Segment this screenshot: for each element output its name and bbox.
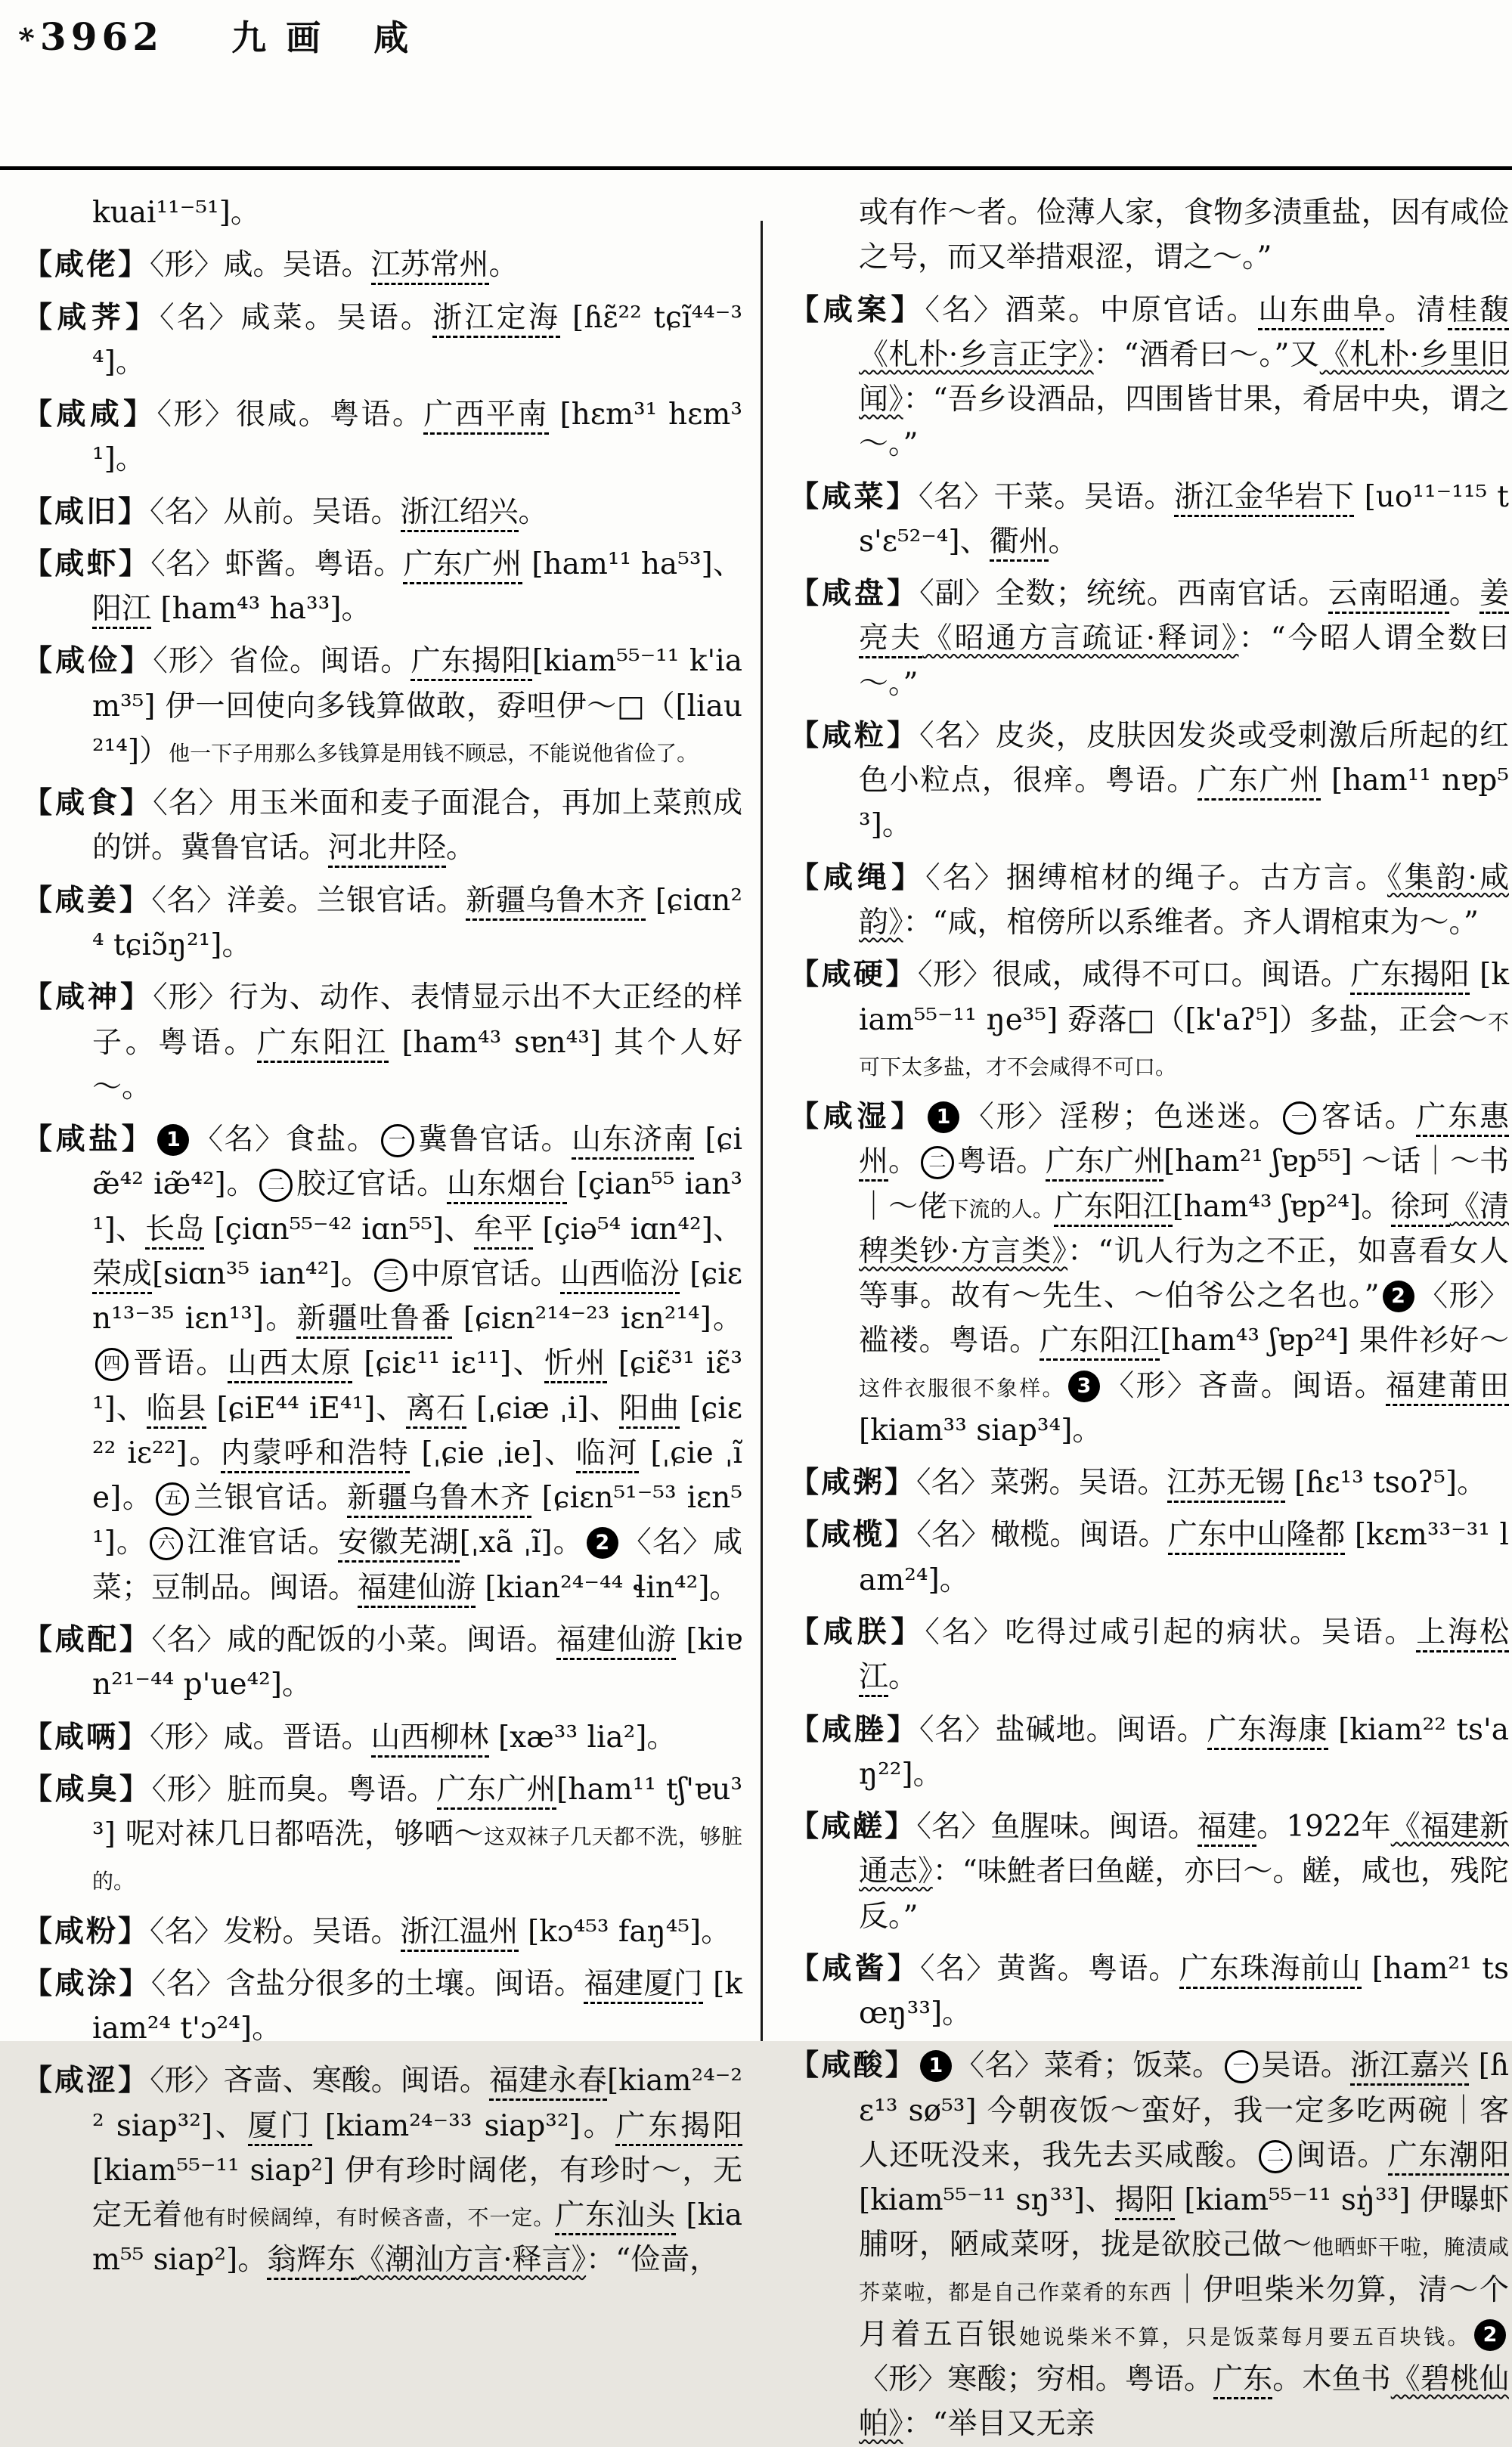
page-header (16, 11, 409, 60)
subsense-number-badge: 二 (259, 1169, 293, 1202)
proper-name-underline: 临县 (147, 1392, 207, 1429)
mandarin-gloss: 他一下子用那么多钱算是用钱不顾忌，不能说他省俭了。 (169, 740, 699, 766)
mandarin-gloss: 他晒虾干啦，腌渍咸芥菜啦，都是自己作菜肴的东西 (859, 2235, 1509, 2305)
proper-name-underline: 广东中山隆都 (1168, 1518, 1346, 1555)
proper-name-underline: 衢州 (990, 525, 1049, 562)
entry-headword: 【咸食】 (23, 785, 153, 821)
dict-entry: 【咸臭】〈形〉脏而臭。粤语。广东广州[ham¹¹ tʃ'ɐu³³] 呢对袜几日都唔洗，够哂～这双袜子几天都不洗，够脏的。 (23, 1771, 742, 1894)
proper-name-underline: 广东海康 (1207, 1713, 1328, 1750)
entry-headword: 【咸酱】 (789, 1950, 920, 1986)
proper-name-underline: 云南昭通 (1328, 577, 1449, 614)
proper-name-underline: 阳曲 (619, 1392, 680, 1429)
dict-entry: 【咸旧】〈名〉从前。吴语。浙江绍兴。 (23, 490, 742, 534)
proper-name-underline: 浙江绍兴 (401, 495, 519, 532)
proper-name-underline: 上海松江 (859, 1615, 1509, 1697)
header-rule (0, 166, 1512, 170)
dict-entry: 【咸荠】〈名〉咸菜。吴语。浙江定海 [ɦɛ̃²² tɕĩ⁴⁴⁻³⁴]。 (23, 299, 742, 379)
proper-name-underline: 离石 (406, 1392, 466, 1429)
dict-entry: 【咸佬】〈形〉咸。吴语。江苏常州。 (23, 243, 742, 287)
proper-name-underline: 忻州 (544, 1346, 607, 1383)
proper-name-underline: 广东 (1213, 2362, 1272, 2399)
mandarin-gloss: 他有时候阔绰，有时候吝啬，不一定。 (182, 2205, 556, 2231)
dict-entry: 【咸涂】〈名〉含盐分很多的土壤。闽语。福建厦门 [kiam²⁴ t'ɔ²⁴]。 (23, 1965, 742, 2046)
page-number: 3962 (39, 14, 164, 59)
book-title-underline: 《昭通方言疏证·释词》 (922, 621, 1239, 656)
right-column (789, 190, 1509, 2442)
sense-number-badge: 2 (1474, 2319, 1506, 2351)
proper-name-underline: 山东曲阜 (1258, 293, 1384, 330)
mandarin-gloss: 下流的人。 (947, 1196, 1055, 1222)
entry-headword: 【咸榄】 (789, 1517, 917, 1553)
proper-name-underline: 新疆乌鲁木齐 (466, 884, 646, 921)
proper-name-underline: 浙江定海 (432, 301, 560, 338)
book-title-underline: 《札朴·乡里旧闻》 (859, 337, 1509, 417)
proper-name-underline: 福建 (1198, 1810, 1256, 1847)
proper-name-underline: 长岛 (145, 1213, 204, 1250)
dict-entry: 【咸唡】〈形〉咸。晋语。山西柳林 [xæ³³ lia²]。 (23, 1715, 742, 1760)
stroke-section-label: 九画 (231, 17, 341, 58)
sense-number-badge: 1 (157, 1124, 189, 1156)
left-column (23, 190, 742, 2278)
entry-headword: 【咸佬】 (23, 247, 150, 283)
proper-name-underline: 新疆吐鲁番 (296, 1302, 452, 1339)
dict-entry: 【咸朕】〈名〉吃得过咸引起的病状。吴语。上海松江。 (789, 1610, 1509, 1700)
entry-headword: 【咸咸】 (23, 397, 157, 432)
dict-entry: 【咸盐】 1 〈名〉食盐。 一 冀鲁官话。山东济南 [ɕiæ̃⁴² iæ̃⁴²]。 二 胶辽官话。山东烟台 [çian⁵⁵ ian³¹]、长岛 [çiɑn⁵⁵⁻⁴² iɑn⁵⁵]、牟平 [çiə⁵⁴ iɑn⁴²]、荣成[siɑn³⁵ ian⁴²]。 三 中原官话。山西临汾 [ɕiɛn¹³⁻³⁵ iɛn¹³]。新疆吐鲁番 [ɕiɛn²¹⁴⁻²³ iɛn²¹⁴]。四 晋语。山西太原 [ɕiɛ¹¹ iɛ¹¹]、忻州 [ɕiɛ̃³¹ iɛ̃³¹]、临县 [ɕiE⁴⁴ iE⁴¹]、离石 [ˌɕiæ ˌi]、阳曲 [ɕiɛ²² iɛ²²]。内蒙呼和浩特 [ˌɕie ˌie]、临河 [ˌɕie ˌĩe]。 五 兰银官话。新疆乌鲁木齐 [ɕiɛn⁵¹⁻⁵³ iɛn⁵¹]。 六 江淮官话。安徽芜湖[ˌxã ˌĩ]。 2 〈名〉咸菜；豆制品。闽语。福建仙游 [kian²⁴⁻⁴⁴ ɬin⁴²]。 (23, 1117, 742, 1610)
proper-name-underline: 福建莆田 (1386, 1369, 1509, 1406)
section-headchar: 咸 (373, 17, 409, 58)
book-title-underline: 《福建新通志》 (859, 1810, 1509, 1889)
entry-headword: 【咸粒】 (789, 717, 920, 753)
proper-name-underline: 广东广州 (1046, 1145, 1163, 1182)
entry-headword: 【咸粉】 (23, 1913, 150, 1949)
subsense-number-badge: 三 (374, 1259, 407, 1292)
proper-name-underline: 厦门 (248, 2109, 313, 2146)
proper-name-underline: 广东潮阳 (1388, 2139, 1509, 2176)
dict-entry: 【咸姜】〈名〉洋姜。兰银官话。新疆乌鲁木齐 [ɕiɑn²⁴ tɕiɔ̃ŋ²¹]。 (23, 882, 742, 962)
entry-headword: 【咸神】 (23, 980, 153, 1015)
proper-name-underline: 徐珂 (1391, 1190, 1450, 1227)
proper-name-underline: 广东揭阳 (615, 2109, 742, 2146)
dict-entry: 【咸食】〈名〉用玉米面和麦子面混合，再加上菜煎成的饼。冀鲁官话。河北井陉。 (23, 781, 742, 871)
subsense-number-badge: 四 (95, 1348, 129, 1381)
dict-entry: 【咸虾】〈名〉虾酱。粤语。广东广州 [ham¹¹ ha⁵³]、阳江 [ham⁴³ ha³³]。 (23, 542, 742, 632)
subsense-number-badge: 六 (150, 1527, 183, 1560)
proper-name-underline: 阳江 (92, 592, 151, 629)
dict-entry: 【咸湿】 1 〈形〉淫秽；色迷迷。 一 客话。广东惠州。 二 粤语。广东广州[ham²¹ ʃɐp⁵⁵] ～话｜～书｜～佬下流的人。广东阳江[ham⁴³ ʃɐp²⁴]。徐珂《清稗类钞·方言类》：“讥人行为之不正，如喜看女人等事。故有～先生、～伯爷公之名也。” 2 〈形〉褴褛。粤语。广东阳江[ham⁴³ ʃɐp²⁴] 果件衫好～这件衣服很不象样。 3 〈形〉吝啬。闽语。福建莆田 [kiam³³ siap³⁴]。 (789, 1099, 1509, 1448)
entry-headword: 【咸涩】 (23, 2063, 150, 2099)
entry-headword: 【咸虾】 (23, 546, 151, 581)
proper-name-underline: 山西太原 (228, 1346, 353, 1383)
subsense-number-badge: 一 (1225, 2050, 1258, 2083)
dict-entry: 【咸酱】〈名〉黄酱。粤语。广东珠海前山 [ham²¹ tsœŋ³³]。 (789, 1950, 1509, 2031)
proper-name-underline: 广东揭阳 (1350, 958, 1470, 995)
dict-entry: 【咸粥】〈名〉菜粥。吴语。江苏无锡 [ɦɛ¹³ tsoʔ⁵]。 (789, 1460, 1509, 1505)
entry-headword: 【咸配】 (23, 1622, 152, 1657)
sense-number-badge: 2 (587, 1527, 618, 1559)
dict-entry: 【咸鹾】〈名〉鱼腥味。闽语。福建。1922年《福建新通志》：“味鮏者曰鱼鹾，亦曰～。鹾，咸也，残陀反。” (789, 1809, 1509, 1934)
entry-headword: 【咸湿】 (789, 1099, 925, 1135)
entry-headword: 【咸朕】 (789, 1614, 925, 1649)
proper-name-underline: 广东汕头 (555, 2198, 676, 2235)
entry-headword: 【咸硬】 (789, 957, 918, 993)
entry-headword: 【咸臭】 (23, 1771, 152, 1807)
mandarin-gloss: 这件衣服很不象样。 (859, 1375, 1065, 1401)
entry-headword: 【咸姜】 (23, 882, 152, 918)
sense-number-badge: 1 (928, 1101, 959, 1133)
book-title-underline: 《潮汕方言·释言》 (355, 2243, 587, 2278)
sense-number-badge: 1 (920, 2050, 952, 2082)
entry-headword: 【咸菜】 (789, 479, 919, 514)
proper-name-underline: 广东广州 (437, 1773, 557, 1810)
entry-headword: 【咸绳】 (789, 860, 926, 895)
proper-name-underline: 江苏常州 (371, 248, 489, 285)
proper-name-underline: 内蒙呼和浩特 (221, 1436, 410, 1473)
entry-headword: 【咸旧】 (23, 494, 150, 529)
proper-name-underline: 安徽芜湖 (338, 1526, 459, 1563)
dict-entry: 【咸神】〈形〉行为、动作、表情显示出不大正经的样子。粤语。广东阳江 [ham⁴³ sɐn⁴³] 其个人好～。 (23, 980, 742, 1104)
proper-name-underline: 广东阳江 (1040, 1324, 1160, 1361)
entry-headword: 【咸俭】 (23, 643, 153, 679)
book-title-underline: 《集韵·咸韵》 (859, 860, 1509, 940)
dict-entry: 【咸案】〈名〉酒菜。中原官话。山东曲阜。清桂馥《札朴·乡言正字》：“酒肴曰～。”又《札朴·乡里旧闻》：“吾乡设酒品，四围皆甘果，肴居中央，谓之～。” (789, 292, 1509, 462)
proper-name-underline: 河北井陉 (328, 831, 446, 868)
proper-name-underline: 山东烟台 (447, 1167, 567, 1204)
mandarin-gloss: 她说柴米不算，只是饭菜每月要五百块钱。 (1019, 2324, 1471, 2349)
subsense-number-badge: 二 (1259, 2140, 1292, 2173)
book-title-underline: 《碧桃仙帕》 (859, 2362, 1509, 2442)
mandarin-gloss: 这双袜子几天都不洗，够脏的。 (92, 1824, 742, 1894)
proper-name-underline: 福建厦门 (584, 1967, 703, 2004)
proper-name-underline: 临河 (576, 1436, 639, 1473)
dict-entry: 【咸咸】〈形〉很咸。粤语。广西平南 [hɛm³¹ hɛm³¹]。 (23, 397, 742, 477)
entry-headword: 【咸盐】 (23, 1122, 155, 1157)
proper-name-underline: 广东揭阳 (411, 644, 531, 681)
dict-entry: 【咸绳】〈名〉捆缚棺材的绳子。古方言。《集韵·咸韵》：“咸，棺傍所以系维者。齐人谓棺束为～。” (789, 860, 1509, 940)
mandarin-gloss: 不可下太多盐，才不会咸得不可口。 (859, 1009, 1509, 1079)
proper-name-underline: 广东广州 (403, 547, 522, 584)
proper-name-underline: 姜亮夫 (859, 577, 1509, 658)
proper-name-underline: 福建仙游 (556, 1623, 677, 1660)
entry-headword: 【咸案】 (789, 292, 925, 327)
dict-entry: 【咸涩】〈形〉吝啬、寒酸。闽语。福建永春[kiam²⁴⁻²² siap³²]、厦门 [kiam²⁴⁻³³ siap³²]。广东揭阳 [kiam⁵⁵⁻¹¹ siap²] 伊有珍时阔佬，有珍时～，无定无着他有时候阔绰，有时候吝啬，不一定。广东汕头 [kiam⁵⁵ siap²]。翁辉东《潮汕方言·释言》：“俭啬， (23, 2058, 742, 2282)
dict-entry: 【咸酸】 1 〈名〉菜肴；饭菜。 一 吴语。浙江嘉兴 [ɦɛ¹³ sø⁵³] 今朝夜饭～蛮好，我一定多吃两碗｜客人还呒没来，我先去买咸酸。 二 闽语。广东潮阳[kiam⁵⁵⁻¹¹ sŋ³³]、揭阳 [kiam⁵⁵⁻¹¹ sŋ̍³³] 伊曝虾脯呀，陋咸菜呀，拢是欲胶己做～他晒虾干啦，腌渍咸芥菜啦，都是自己作菜肴的东西｜伊呾柴米勿算，清～个月着五百银她说柴米不算，只是饭菜每月要五百块钱。 2〈形〉寒酸；穷相。粤语。广东。木鱼书《碧桃仙帕》：“举目又无亲 (789, 2048, 1509, 2442)
proper-name-underline: 浙江温州 (401, 1915, 519, 1952)
subsense-number-badge: 二 (921, 1146, 954, 1179)
entry-headword: 【咸涂】 (23, 1965, 151, 2001)
sense-number-badge: 3 (1068, 1371, 1100, 1402)
proper-name-underline: 江苏无锡 (1167, 1466, 1285, 1503)
subsense-number-badge: 五 (156, 1482, 189, 1516)
dict-entry: 【咸配】〈名〉咸的配饭的小菜。闽语。福建仙游 [kiɐn²¹⁻⁴⁴ p'ue⁴²]。 (23, 1622, 742, 1702)
entry-continuation-text: 或有作～者。俭薄人家，食物多渍重盐，因有咸俭之号，而又举措艰涩，谓之～。” (859, 196, 1509, 275)
proper-name-underline: 揭阳 (1115, 2183, 1175, 2220)
dict-entry: 【咸盘】〈副〉全数；统统。西南官话。云南昭通。姜亮夫《昭通方言疏证·释词》：“今昭人谓全数曰～。” (789, 576, 1509, 701)
proper-name-underline: 福建永春 (489, 2064, 607, 2101)
dict-entry: 【咸粉】〈名〉发粉。吴语。浙江温州 [kɔ⁴⁵³ faŋ⁴⁵]。 (23, 1910, 742, 1954)
proper-name-underline: 浙江金华岩下 (1174, 480, 1354, 517)
entry-headword: 【咸塍】 (789, 1711, 920, 1747)
proper-name-underline: 广西平南 (423, 398, 548, 435)
entry-headword: 【咸唡】 (23, 1719, 150, 1755)
proper-name-underline: 新疆乌鲁木齐 (347, 1481, 531, 1518)
proper-name-underline: 广东珠海前山 (1179, 1952, 1362, 1989)
proper-name-underline: 山西柳林 (371, 1721, 489, 1758)
subsense-number-badge: 一 (381, 1124, 414, 1157)
subsense-number-badge: 一 (1283, 1101, 1316, 1135)
dict-entry: 【咸俭】〈形〉省俭。闽语。广东揭阳[kiam⁵⁵⁻¹¹ k'iam³⁵] 伊一回使向多钱算做敢，孬呾伊～□（[liau²¹⁴]）他一下子用那么多钱算是用钱不顾忌，不能说他省俭了。 (23, 643, 742, 768)
column-divider (761, 221, 763, 2041)
proper-name-underline: 浙江嘉兴 (1350, 2049, 1469, 2086)
entry-headword: 【咸鹾】 (789, 1809, 917, 1845)
dict-entry: 【咸榄】〈名〉橄榄。闽语。广东中山隆都 [kɛm³³⁻³¹ lam²⁴]。 (789, 1517, 1509, 1597)
entry-headword: 【咸盘】 (789, 576, 920, 612)
proper-name-underline: 福建仙游 (358, 1571, 476, 1608)
entry-continuation-text: kuai¹¹⁻⁵¹]。 (92, 196, 260, 230)
proper-name-underline: 广东阳江 (1054, 1190, 1173, 1227)
dict-entry: 【咸菜】〈名〉干菜。吴语。浙江金华岩下 [uo¹¹⁻¹¹⁵ ts'ɛ⁵²⁻⁴]、衢州。 (789, 475, 1509, 565)
proper-name-underline: 山东济南 (572, 1123, 694, 1160)
proper-name-underline: 翁辉东 (267, 2243, 355, 2280)
proper-name-underline: 桂馥 (1448, 293, 1509, 330)
book-title-underline: 《清稗类钞·方言类》 (859, 1189, 1509, 1268)
handwritten-tick-mark: * (16, 20, 39, 59)
entry-headword: 【咸酸】 (789, 2048, 917, 2083)
proper-name-underline: 广东广州 (1198, 764, 1321, 801)
dict-entry: 【咸粒】〈名〉皮炎，皮肤因发炎或受刺激后所起的红色小粒点，很痒。粤语。广东广州 [ham¹¹ nɐp⁵³]。 (789, 717, 1509, 843)
proper-name-underline: 广东阳江 (257, 1026, 389, 1063)
proper-name-underline: 山西临汾 (560, 1257, 680, 1294)
proper-name-underline: 牟平 (474, 1213, 533, 1250)
book-title-underline: 《札朴·乡言正字》 (859, 337, 1094, 372)
sense-number-badge: 2 (1383, 1281, 1414, 1312)
dict-entry: 【咸硬】〈形〉很咸，咸得不可口。闽语。广东揭阳 [kiam⁵⁵⁻¹¹ ŋe³⁵] 孬落□（[k'aʔ⁵]）多盐，正会～不可下太多盐，才不会咸得不可口。 (789, 957, 1509, 1079)
dict-entry: 【咸塍】〈名〉盐碱地。闽语。广东海康 [kiam²² ts'aŋ²²]。 (789, 1711, 1509, 1792)
proper-name-underline: 广东惠州 (859, 1100, 1509, 1182)
proper-name-underline: 荣成 (92, 1257, 152, 1294)
entry-headword: 【咸粥】 (789, 1465, 917, 1501)
entry-headword: 【咸荠】 (23, 299, 160, 335)
